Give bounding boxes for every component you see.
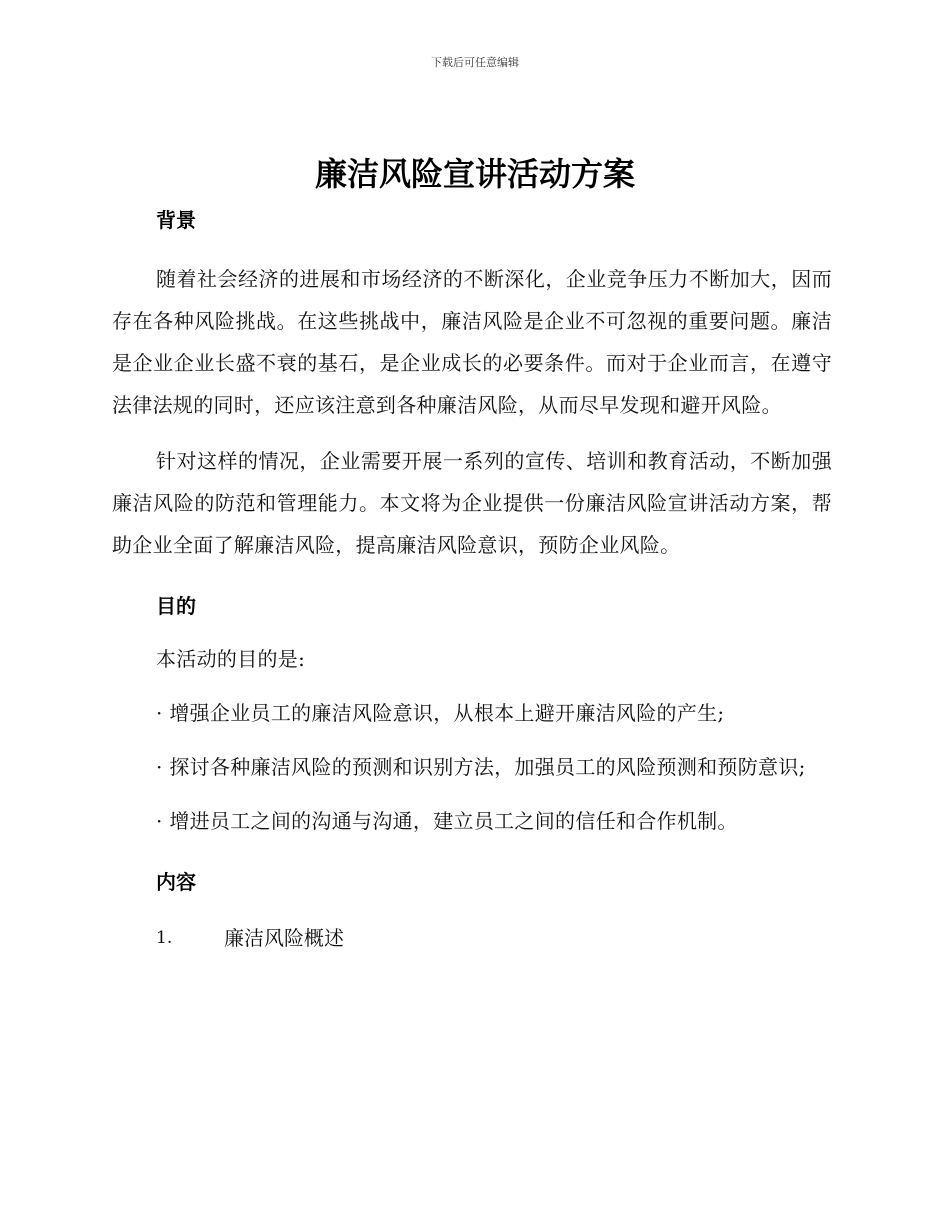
background-paragraph-2: 针对这样的情况，企业需要开展一系列的宣传、培训和教育活动，不断加强廉洁风险的防范和管理能力。本文将为企业提供一份廉洁风险宣讲活动方案，帮助企业全面了解廉洁风险，提高廉洁风险意识，预防企业风险。 — [112, 449, 832, 557]
section-heading-background: 背景 — [156, 208, 196, 232]
list-item-number: 1. — [156, 928, 173, 948]
purpose-bullet-3: · 增进员工之间的沟通与沟通，建立员工之间的信任和合作机制。 — [156, 809, 738, 833]
content-list-item — [112, 922, 832, 954]
document-body — [112, 200, 832, 954]
background-paragraph-1: 随着社会经济的进展和市场经济的不断深化，企业竞争压力不断加大，因而存在各种风险挑战。在这些挑战中，廉洁风险是企业不可忽视的重要问题。廉洁是企业企业长盛不衰的基石，是企业成长的必要条件。而对于企业而言，在遵守法律法规的同时，还应该注意到各种廉洁风险，从而尽早发现和避开风险。 — [112, 267, 832, 417]
header-note: 下载后可任意编辑 — [431, 56, 519, 69]
purpose-intro: 本活动的目的是: — [156, 647, 306, 671]
purpose-bullet-1: · 增强企业员工的廉洁风险意识，从根本上避开廉洁风险的产生; — [156, 701, 725, 725]
purpose-bullet-2: · 探讨各种廉洁风险的预测和识别方法，加强员工的风险预测和预防意识; — [156, 755, 806, 779]
list-item-text: 廉洁风险概述 — [224, 926, 344, 950]
section-heading-content: 内容 — [156, 870, 196, 894]
section-heading-purpose: 目的 — [156, 594, 196, 618]
document-title: 廉洁风险宣讲活动方案 — [314, 155, 635, 193]
